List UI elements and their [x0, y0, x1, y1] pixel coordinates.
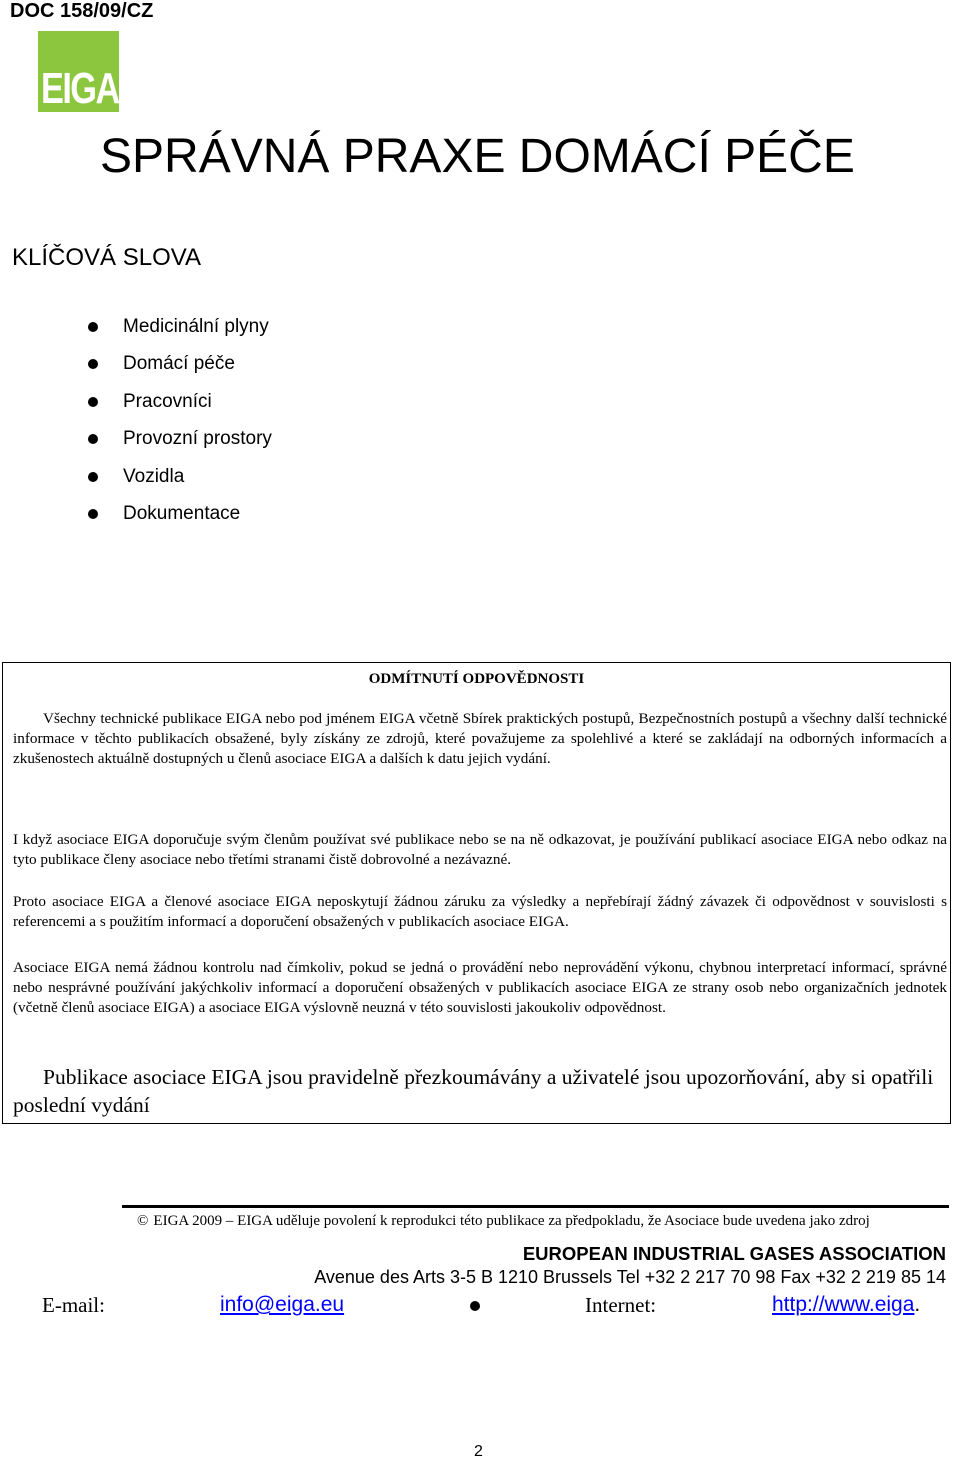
internet-label: Internet: — [585, 1293, 657, 1317]
disclaimer-box — [2, 662, 951, 1124]
email-link[interactable]: info@eiga.eu — [220, 1293, 345, 1316]
list-item — [0, 463, 600, 500]
bullet-icon — [88, 472, 98, 482]
copyright-line — [137, 1211, 870, 1231]
association-name: EUROPEAN INDUSTRIAL GASES ASSOCIATION — [522, 1243, 946, 1264]
disclaimer-title: ODMÍTNUTÍ ODPOVĚDNOSTI — [368, 671, 585, 687]
keywords-heading: KLÍČOVÁ SLOVA — [12, 244, 201, 271]
bullet-icon — [470, 1301, 480, 1311]
eiga-logo — [38, 31, 119, 112]
keywords-list — [0, 313, 600, 537]
list-item — [0, 425, 600, 462]
link-suffix: . — [914, 1293, 921, 1316]
bullet-icon — [88, 359, 98, 369]
bullet-icon — [88, 434, 98, 444]
keyword-text: Provozní prostory — [123, 428, 272, 450]
website-link[interactable]: http://www.eiga — [772, 1293, 915, 1316]
copyright-text: EIGA 2009 – EIGA uděluje povolení k reprodukci této publikace za předpokladu, že Asociace bude uvedena jako zdroj — [153, 1213, 870, 1229]
footer-divider — [122, 1205, 949, 1208]
keyword-text: Domácí péče — [123, 353, 235, 375]
list-item — [0, 500, 600, 537]
bullet-icon — [88, 509, 98, 519]
list-item — [0, 350, 600, 387]
keyword-text: Vozidla — [123, 465, 185, 487]
bullet-icon — [88, 322, 98, 332]
disclaimer-paragraph: Asociace EIGA nemá žádnou kontrolu nad čímkoliv, pokud se jedná o provádění nebo neprovádění výkonu, chybnou interpretací informací, správné nebo nesprávné používání jakýchkoliv informací a doporučení obsažených v publikacích asociace EIGA ze strany osob nebo organizačních jednotek (včetně členů asociace EIGA) a asociace EIGA výslovně neuzná v této souvislosti jakoukoliv odpovědnost. — [13, 959, 947, 1017]
keyword-text: Medicinální plyny — [123, 316, 269, 337]
list-item — [0, 388, 600, 425]
page-title: SPRÁVNÁ PRAXE DOMÁCÍ PÉČE — [100, 130, 855, 183]
copyright-icon: © — [137, 1213, 149, 1229]
disclaimer-paragraph: Všechny technické publikace EIGA nebo pod jménem EIGA včetně Sbírek praktických postupů, Bezpečnostních postupů a všechny další technické informace v těchto publikacích obsažené, byly získány ze zdrojů, které považujeme za spolehlivé a které se zakládají na odborných informacích a zkušenostech aktuálně dostupných u členů asociace EIGA a dalších k datu jejich vydání. — [13, 710, 947, 768]
page-number: 2 — [474, 1443, 483, 1460]
document-code: DOC 158/09/CZ — [10, 0, 154, 22]
keyword-text: Dokumentace — [123, 502, 241, 524]
list-item — [0, 313, 600, 350]
disclaimer-note: Publikace asociace EIGA jsou pravidelně přezkoumávány a uživatelé jsou upozorňování, aby si opatřili poslední vydání — [13, 1065, 934, 1117]
keyword-text: Pracovníci — [123, 390, 212, 412]
bullet-icon — [88, 397, 98, 407]
logo-text: EIGA — [41, 64, 119, 112]
internet-link-wrapper — [772, 1293, 920, 1317]
email-label: E-mail: — [42, 1293, 105, 1317]
disclaimer-paragraph: Proto asociace EIGA a členové asociace EIGA neposkytují žádnou záruku za výsledky a nepřebírají žádný závazek či odpovědnost v souvislosti s referencemi a s použitím informací a doporučení obsažených v publikacích asociace EIGA. — [13, 893, 947, 931]
disclaimer-paragraph: I když asociace EIGA doporučuje svým členům používat své publikace nebo se na ně odkazovat, je používání publikací asociace EIGA nebo odkaz na tyto publikace členy asociace nebo třetími stranami čistě dobrovolné a nezávazné. — [13, 831, 947, 869]
association-address: Avenue des Arts 3-5 B 1210 Brussels Tel +32 2 217 70 98 Fax +32 2 219 85 14 — [314, 1267, 946, 1287]
